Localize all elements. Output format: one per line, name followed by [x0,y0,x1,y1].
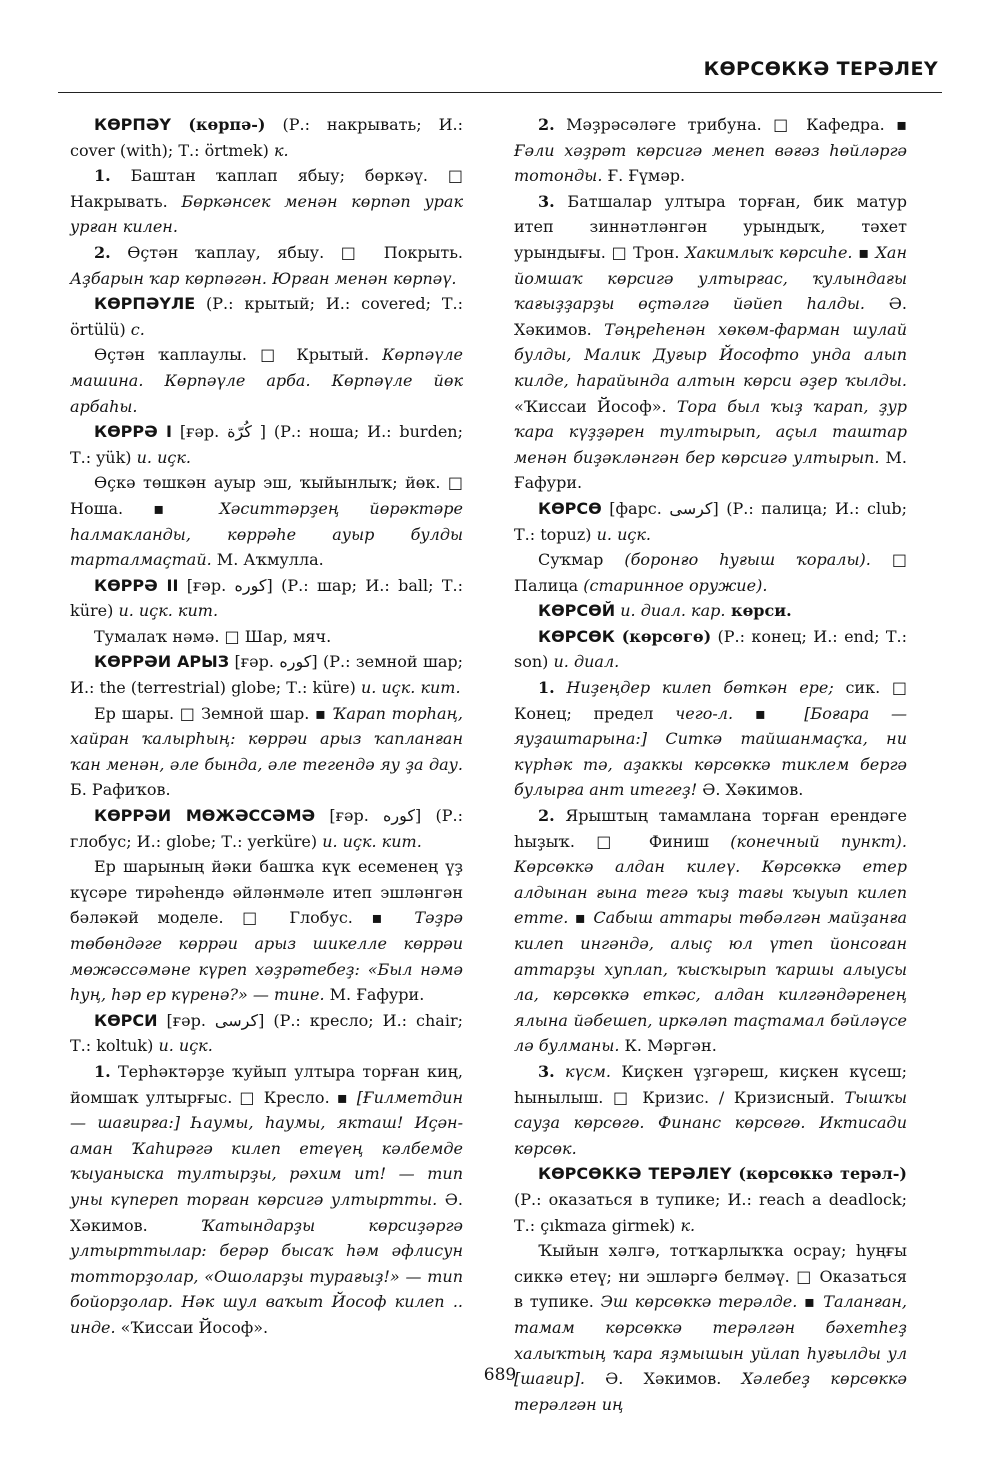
entry-text: 2. [94,242,111,262]
entry-text: (көрсөгө) [614,626,712,646]
left-paragraph [70,573,463,624]
right-paragraph [514,1059,907,1161]
entry-text: и. иҫк. [136,447,191,467]
left-paragraph [70,701,463,803]
headword: КӨРРӘИ МӨЖӘССӘМӘ [94,806,316,826]
entry-text: 1. [94,1061,111,1081]
right-paragraph [514,803,907,1059]
right-paragraph [514,1238,907,1417]
entry-text: Терһәктәрҙе ҡуйып ултыра торған киң, йомшаҡ ултырғыс. □ Кресло. ▪ [70,1061,463,1107]
entry-text: 3. [538,191,555,211]
left-paragraph [70,342,463,419]
entry-text: Ҡыйын хәлгә, тотҡарлыҡҡа осрау; һуңғы сиккә етеү; ни эшләргә белмәү. □ Оказаться в тупике. [514,1241,907,1312]
headword: КӨРПӘҮ [94,115,171,134]
entry-text: Ер шарының йәки башҡа күк есеменең үҙ күсәре тирәһендә әйләнмәле итеп эшләнгән бәләкәй моделе. □ Глобус. ▪ [70,857,463,928]
entry-text: М. Аҡмулла. [211,550,324,570]
entry-text: [Боғара — яуҙаштарына:] Ситкә тайшанмаҫҡа, ни күрһәк тә, аҙаккы көрсөккә тиклем бергә булырға ант итегеҙ! [514,703,908,800]
entry-text: Киҫкен үҙгәреш, киҫкен күсеш; һынылыш. □ Кризис. / Кризисный. [514,1061,908,1107]
entry-text: и. иҫк. кит. [118,601,219,621]
entry-text: Ә. Хәкимов. [697,780,804,800]
entry-text: Хан йомшаҡ көрсигә ултырғас, ҡулындағы ҡағыҙҙарҙы өҫтәлгә йәйеп һалды. [514,242,907,314]
entry-text [555,678,567,697]
entry-text: и. диал. кар. [620,601,726,621]
headword: КӨРРӘИ АРЫЗ [94,652,230,672]
entry-text: и. иҫк. [158,1036,213,1056]
entry-text: Тәҙрә төбөндәге көррәи арыз шикелле көррәи мөжәссәмәне күреп хәҙрәтебеҙ: «Был нәмә һуң, һәр ер күренә?» — тине. [70,908,463,1005]
entry-text: Ярыштың тамамлана торған ерендәге һыҙыҡ. □ Финиш [514,806,907,851]
headword: КӨРСИ [94,1010,158,1030]
left-column [70,112,463,1341]
right-paragraph [514,598,907,624]
entry-text: Өҫтән ҡаплаулы. □ Крытый. [94,345,383,365]
entry-text: Ә. Хәкимов. [514,294,907,339]
entry-text: [ғәр. كوره] (Р.: шар; И.: ball; Т.: küre) [70,575,463,621]
entry-text: Ә. Хәкимов. [584,1369,742,1389]
right-column [514,112,907,1417]
left-paragraph [70,240,463,291]
entry-text: Ер шары. □ Земной шар. ▪ [94,703,333,723]
right-paragraph [514,496,907,547]
entry-text: 1. [94,166,111,186]
entry-text: Батшалар ултыра торған, бик матур итеп зиннәтләнгән урындыҡ, тәхет урындығы. □ Трон. [514,191,907,262]
left-paragraph [70,470,463,572]
entry-text: Тора был ҡыҙ ҡарап, ҙур ҡара күҙҙәрен тултырып, аҫыл таштар менән биҙәкләнгән бер көрсигә ултырып. [514,396,907,467]
entry-text: Мәҙрәсәләге трибуна. □ Кафедра. ▪ [554,115,907,134]
left-paragraph [70,1008,463,1059]
entry-text: Ниҙеңдер килеп бөткән ере; [566,678,834,698]
headword: КӨРСӨККӘ ТЕРӘЛЕҮ [538,1164,732,1184]
left-paragraph [70,803,463,854]
entry-text: Ә. Хәкимов. [70,1189,463,1235]
entry-text: Сабыш аттары төбәлгән майҙанға килеп ингәндә, алыҫ юл үтеп йонсоған аттарҙы хуплап, ҡысҡырып ҡаршы алыусы ла, көрсөккә еткәс, алдан килгәндәренең ялына йәбешеп, иркәләп таҫтамал бәйләүсе лә булманы. [514,908,907,1056]
entry-text: Баштан ҡаплап ябыу; бөркәү. □ Накрывать. [70,166,463,211]
entry-text: Бөркәнсек менән көрпәп урак урған килен. [70,191,464,237]
left-paragraph [70,624,463,650]
entry-text [555,1062,565,1081]
left-paragraph [70,291,463,342]
entry-text: (көрпә-) [170,115,266,134]
left-paragraph [70,649,463,700]
right-paragraph [514,189,907,496]
right-paragraph [514,624,907,675]
left-paragraph [70,854,463,1008]
entry-text: (Р.: конец; И.: end; Т.: son) [514,626,908,672]
headword: КӨРСӨЙ [538,601,616,621]
entry-text: к. [273,140,289,160]
entry-text: Ҡатындарҙы көрсиҙәргә ултырттылар: берәр бысаҡ һәм әфлисун тотторҙолар, «Ошоларҙы турағыҙ!» — тип бойорҙолар. Нәк шул ваҡыт Йософ килеп .. инде. [70,1215,463,1337]
entry-text: Аҙбарын ҡар көрпәгән. Юрған менән көрпәү. [70,268,457,288]
entry-text: К. Мәргән. [619,1036,717,1056]
entry-text: (боронғо һуғыш ҡоралы). [624,550,871,570]
entry-text: ▪ [733,703,805,723]
entry-text: и. диал. [553,652,620,672]
entry-text: ▪ [852,242,876,262]
entry-text: Тәңреһенән хөкөм-фарман шулай булды, Малик Дуғыр Йософто унда алып килде, һарайында алтын көрси әҙер ҡылды. [514,319,907,390]
entry-text: и. иҫк. кит. [322,831,422,851]
entry-text: күсм. [565,1061,612,1081]
entry-text: ▪ [797,1292,824,1312]
entry-text: 1. [538,678,555,698]
entry-text: Суҡмар [538,550,625,570]
entry-text: сик. □ Конец; предел [514,678,908,723]
entry-text: [ғәр. كرسى] (Р.: кресло; И.: chair; Т.: koltuk) [70,1010,463,1056]
entry-text: Ғ. Ғүмәр. [602,166,686,186]
entry-text: к. [680,1215,696,1235]
entry-text: М. Ғафури. [514,447,907,493]
entry-text: Б. Рафиҡов. [70,780,171,800]
entry-text: [Ғилметдин — шағирға:] Һаумы, һаумы, якташ! Иҫән-аман Ҡаһирәгә килеп етеүең кәлбемде ҡыуаныска тултырҙы, рәхим ит! — тип уны күпереп торған көрсигә ултыртты. [70,1087,463,1209]
left-paragraph [70,163,463,240]
entry-text: 2. [538,115,555,134]
entry-text: Таланған, тамам көрсөккә терәлгән бәхетһеҙ халыҡтың ҡара яҙмышын уйлап һуғылды ул [шағир]. [514,1292,908,1389]
entry-text: (Р.: оказаться в тупике; И.: reach a deadlock; Т.: çıkmaza girmek) [514,1189,907,1235]
entry-text: [ғәр. كُرّة ] (Р.: ноша; И.: burden; Т.: yük) [70,422,463,467]
headword: КӨРСӨ [538,498,602,518]
entry-text: Тумалаҡ нәмә. □ Шар, мяч. [94,626,332,646]
running-head-title: КӨРСӨККӘ ТЕРӘЛЕҮ [703,58,938,80]
entry-text: «Ҡиссаи Йософ». [115,1317,269,1337]
entry-text: (старинное оружие). [583,575,768,595]
entry-text: Хакимлыҡ көрсиһе. [685,242,853,262]
entry-text: Өҫтән ҡаплау, ябыу. □ Покрыть. [110,242,463,262]
entry-text: Хәлебеҙ көрсөккә терәлгән иң [514,1369,907,1414]
entry-text: Хәситтәрҙең йөрәктәре һалмакланды, көррәһе ауыр булды тарталмаҫтай. [70,498,463,570]
headword: КӨРРӘ II [94,575,179,595]
entry-text: ▪ [568,908,594,928]
entry-text: (конечный пункт). Көрсөккә алдан килеү. Көрсөккә етер алдынан ғына тегә ҡыҙ тағы ҡыуып килеп етте. [514,831,908,928]
left-paragraph [70,112,463,163]
entry-text: 3. [538,1061,555,1081]
entry-text: Ғәли хәҙрәт көрсигә менеп вәғәз һөйләргә тотонды. [514,140,907,186]
entry-text: көрси. [725,601,792,621]
entry-text: 2. [538,806,555,826]
right-paragraph [514,675,907,803]
entry-text: Өҫкә төшкән ауыр эш, ҡыйынлыҡ; йөк. □ Ноша. ▪ [70,473,463,518]
entry-text: Ҡарап торһаң, хайран ҡалырһың: көррәи арыз ҡапланған ҡан менән, әле бында, әле тегендә яу ҙа дау. [70,703,463,774]
right-paragraph [514,547,907,598]
entry-text: [ғәр. كوره] (Р.: земной шар; И.: the (terrestrial) globe; Т.: küre) [70,652,463,698]
entry-text: [ғәр. كوره] (Р.: глобус; И.: globe; Т.: yerküre) [70,806,464,851]
entry-text: (Р.: крытый; И.: covered; Т.: örtülü) [70,294,463,339]
left-paragraph [70,419,463,470]
left-paragraph [70,1059,463,1341]
entry-text: и. иҫк. [596,524,651,544]
right-paragraph [514,112,907,189]
entry-text: с. [130,319,145,339]
entry-text: Тышҡы сауҙа көрсөгө. Финанс көрсөгө. Иктисади көрсөк. [514,1087,907,1158]
entry-text: (көрсөккә терәл-) [731,1164,907,1184]
entry-text: Эш көрсөккә терәлде. [600,1292,798,1312]
entry-text: (Р.: накрывать; И.: cover (with); Т.: örtmek) [70,115,464,160]
page-number: 689 [483,1365,517,1385]
running-header [58,58,942,93]
right-paragraph [514,1161,907,1238]
entry-text: чего-л. [675,703,734,723]
headword: КӨРРӘ I [94,422,172,442]
entry-text: □ Палица [514,550,908,595]
entry-text: «Ҡиссаи Йософ». [514,396,677,416]
entry-text: [фарс. كرسى] (Р.: палица; И.: club; Т.: topuz) [514,498,907,544]
entry-text: Көрпәүле машина. Көрпәүле арба. Көрпәүле йөк арбаһы. [70,345,463,416]
entry-text: и. иҫк. кит. [360,678,461,698]
entry-text: М. Ғафури. [324,985,425,1005]
headword: КӨРПӘҮЛЕ [94,294,196,314]
headword: КӨРСӨК [538,626,615,646]
